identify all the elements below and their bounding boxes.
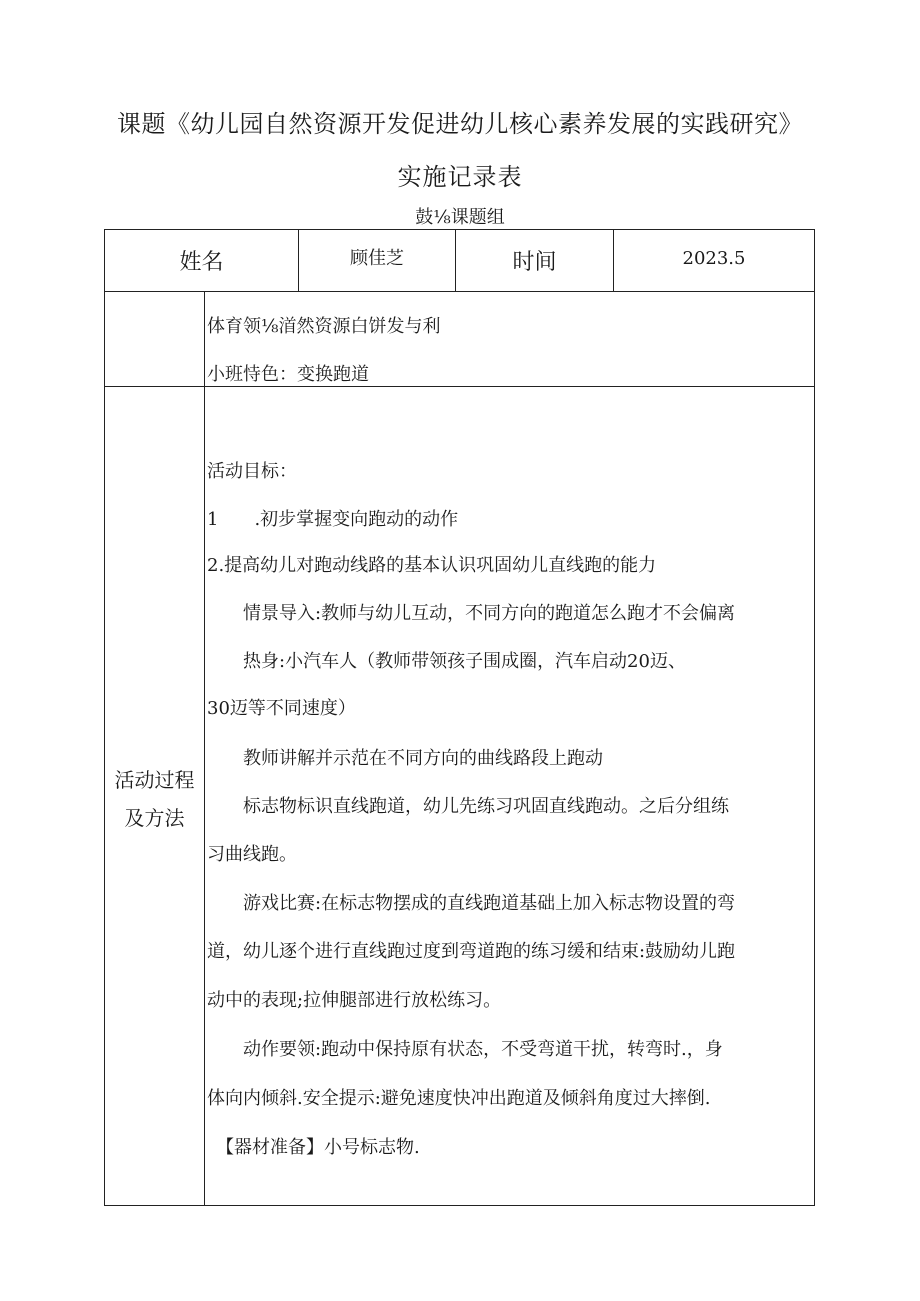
record-table — [104, 229, 815, 1206]
name-label: 姓名 — [179, 250, 224, 275]
name-value: 顾佳芝 — [350, 247, 404, 269]
row-divider — [105, 291, 814, 292]
process-line: 活动目标： — [207, 461, 297, 482]
process-line: 动中的表现;拉伸腿部进行放松练习。 — [207, 990, 502, 1011]
process-line: 【器材准备】小号标志物. — [207, 1137, 420, 1158]
process-line: 游戏比赛:在标志物摆成的直线跑道基础上加入标志物设置的弯 — [207, 893, 736, 914]
row-divider — [105, 386, 814, 387]
time-value: 2023.5 — [682, 248, 746, 269]
process-label-line: 及方法 — [124, 806, 185, 830]
process-line: 习曲线跑。 — [207, 844, 297, 865]
process-label — [105, 761, 204, 837]
process-label-line: 活动过程 — [114, 768, 195, 792]
group-name: 鼓⅛课题组 — [415, 207, 505, 228]
document-subtitle: 实施记录表 — [397, 163, 523, 191]
process-line: 教师讲解并示范在不同方向的曲线路段上跑动 — [207, 748, 603, 769]
document-title: 课题《幼儿园自然资源开发促进幼儿核心素养发展的实践研究》 — [117, 110, 803, 138]
process-line: 1 .初步掌握变向跑动的动作 — [207, 509, 459, 530]
process-line: 标志物标识直线跑道，幼儿先练习巩固直线跑动。之后分组练 — [207, 796, 729, 817]
process-line: 2.提高幼儿对跑动线路的基本认识巩固幼儿直线跑的能力 — [207, 555, 657, 576]
topic-line: 体育领⅛渞然资源白饼发与利 — [207, 316, 441, 337]
column-divider — [204, 291, 205, 1206]
process-line: 30迈等不同速度） — [207, 698, 356, 719]
process-line: 道，幼儿逐个进行直线跑过度到弯道跑的练习缓和结束:鼓励幼儿跑 — [207, 941, 736, 962]
process-line: 动作要领:跑动中保持原有状态，不受弯道干扰，转弯时.，身 — [207, 1039, 723, 1060]
topic-line: 小班恃色：变换跑道 — [207, 364, 369, 385]
process-line: 情景导入:教师与幼儿互动，不同方向的跑道怎么跑才不会偏离 — [207, 603, 736, 624]
process-line: 体向内倾斜.安全提示:避免速度快冲出跑道及倾斜角度过大摔倒. — [207, 1088, 711, 1109]
time-label: 时间 — [512, 250, 557, 275]
process-line: 热身:小汽车人（教师带领孩子围成圈，汽车启动20迈、 — [207, 651, 686, 672]
